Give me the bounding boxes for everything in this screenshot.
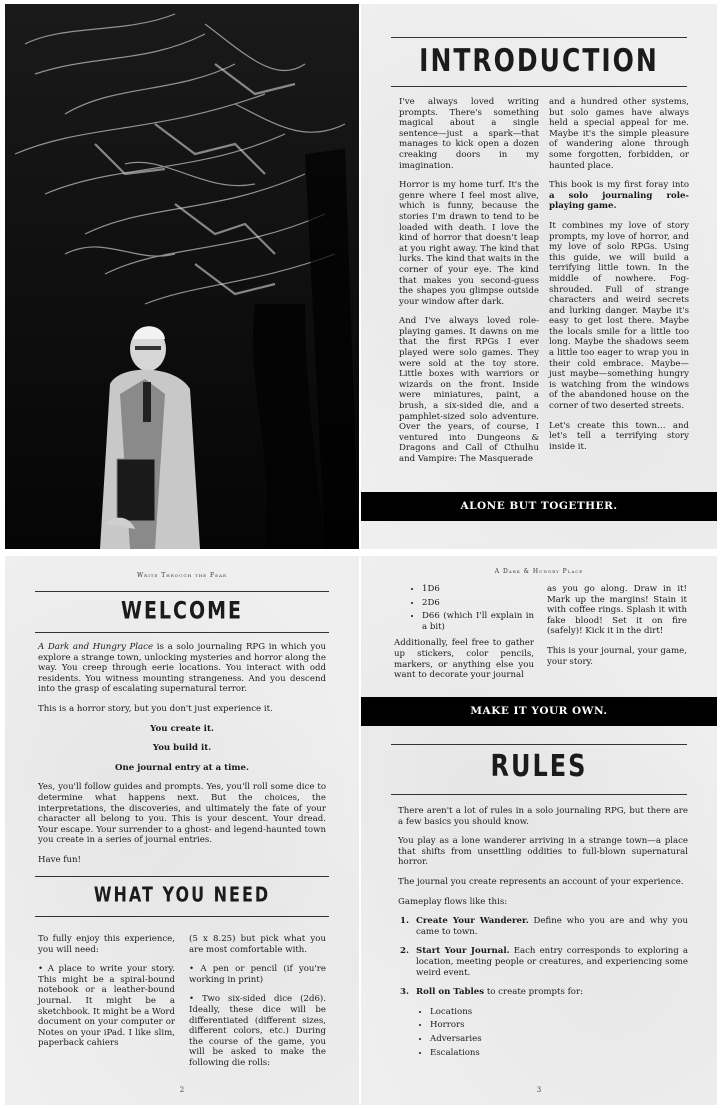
divider (35, 876, 329, 877)
list-item: • Locations (430, 1007, 688, 1018)
tables-list (398, 1007, 688, 1058)
step-text: Each entry corresponds to exploring a location, meeting people or creatures, and experiencing some weird event. (416, 946, 688, 978)
welcome-paragraph (38, 642, 326, 695)
need-item: • A place to write your story. This might be a spiral-bound notebook or a leather-bound journal. It might be a sketchbook. It might be a Word document on your computer or Notes on your iPad. I like slim, paperback cahiers (38, 964, 175, 1049)
text: This book is my first foray into (549, 180, 689, 191)
intro-paragraph: And I've always loved role-playing games. It dawns on me that the first RPGs I ever played were solo games. They were sold at the toy store. Little boxes with warriors or wizards on the front. Inside were miniatures, paint, a brush, a six-sided die, and a pamphlet-sized solo adventure. Over the years, of course, I ventured into Dungeons & Dragons and Call of Cthulhu and Vampire: The Masquerade (399, 316, 539, 464)
divider (391, 794, 687, 795)
page-number: 3 (536, 1086, 542, 1094)
intro-paragraph: It combines my love of story prompts, my love of horror, and my love of solo RPGs. Using this guide, we will build a terrifying little town. In the middle of nowhere. Fog-shrouded. Full of strange characters and weird secrets and lurking danger. Maybe it's easy to get lost there. Maybe the locals smile for a little too long. Maybe the shadows seem a little too eager to wrap you in their cold embrace. Maybe—just maybe—something hungry is watching from the windows of the abandoned house on the corner of two deserted streets. (549, 220, 689, 412)
running-header: A Dark & Hungry Place (494, 568, 584, 575)
welcome-paragraph: This is a horror story, but you don't just experience it. (38, 703, 273, 714)
list-item: • Escalations (430, 1048, 688, 1059)
text: is a solo journaling RPG in which you explore a strange town, unlocking mysteries and horror along the way. You creep through eerie locations. You interact with odd residents. You witness mounting strangeness. And you descend into the grasp of escalating supernatural terror. (38, 642, 326, 695)
intro-column-2 (549, 97, 689, 461)
dice-column (394, 584, 534, 690)
welcome-page (5, 556, 359, 1105)
emphasis: a solo journaling role-playing game. (549, 190, 689, 212)
divider (391, 86, 687, 87)
intro-column-1 (399, 97, 539, 474)
rules-paragraph: The journal you create represents an account of your experience. (398, 876, 684, 887)
step-title: Start Your Journal. (416, 946, 510, 957)
list-item: • 1D6 (422, 584, 534, 595)
welcome-paragraph: Have fun! (38, 854, 81, 865)
rules-paragraph: as you go along. Draw in it! Mark up the margins! Stain it with coffee rings. Splash it with fake blood! Set it on fire (safely)! Kick it in the dirt! (547, 584, 687, 637)
divider (391, 744, 687, 745)
rules-paragraph: You play as a lone wanderer arriving in a strange town—a place that shifts from unsettling oddities to full-blown supernatural horror. (398, 836, 688, 868)
step-text: Define who you are and why you came to town. (416, 916, 688, 937)
banner: ALONE BUT TOGETHER. (361, 492, 717, 521)
rules-page (361, 556, 717, 1105)
rules-paragraph: Additionally, feel free to gather up stickers, color pencils, markers, or anything else you want to decorate your journal (394, 638, 534, 681)
section-title: RULES (490, 748, 588, 784)
list-item: • 2D6 (422, 598, 534, 609)
illustration-page (5, 4, 359, 549)
divider (35, 916, 329, 917)
emphasis-line: You create it. (150, 723, 214, 734)
list-item: • Adversaries (430, 1034, 688, 1045)
step-number: 2. (400, 946, 409, 957)
list-item: • D66 (which I'll explain in a bit) (422, 611, 534, 632)
emphasis-line: You build it. (152, 743, 212, 754)
rules-paragraph: Gameplay flows like this: (398, 896, 508, 907)
list-item (398, 987, 688, 998)
page-number: 2 (179, 1086, 185, 1094)
need-item: • Two six-sided dice (2d6). Ideally, these dice will be differentiated (different sizes, different colors, etc.) During the course of the game, you will be asked to make the following die rolls: (189, 994, 326, 1068)
need-item: • A pen or pencil (if you're working in print) (189, 964, 326, 985)
intro-paragraph: Let's create this town… and let's tell a terrifying story inside it. (549, 420, 689, 452)
divider (35, 632, 329, 633)
intro-paragraph: and a hundred other systems, but solo games have always held a special appeal for me. Maybe it's the simple pleasure of wandering alone through some forgotten, forbidden, or haunted place. (549, 97, 689, 171)
rules-paragraph: This is your journal, your game, your story. (547, 645, 687, 667)
page-title: INTRODUCTION (419, 42, 659, 79)
divider (35, 591, 329, 592)
intro-paragraph: Horror is my home turf. It's the genre where I feel most alive, which is funny, because the stories I'm drawn to tend to be loaded with death. I love the kind of horror that doesn't leap at you right away. The kind that lurks. The kind that waits in the corner of your eye. The kind that makes you second-guess the shapes you glimpse outside your window after dark. (399, 180, 539, 307)
intro-paragraph (549, 180, 689, 212)
step-text: to create prompts for: (484, 987, 583, 998)
gameplay-steps (398, 916, 688, 998)
introduction-page (361, 4, 717, 549)
emphasis-line: One journal entry at a time. (115, 762, 249, 773)
need-paragraph: To fully enjoy this experience, you will need: (38, 934, 175, 955)
rules-body (398, 806, 688, 1062)
need-paragraph: (5 x 8.25) but pick what you are most comfortable with. (189, 934, 326, 955)
running-header: Write Through the Fear (137, 572, 227, 579)
intro-paragraph: I've always loved writing prompts. There's something magical about a single sentence—just a spark—that manages to kick open a dozen creaking doors in my imagination. (399, 97, 539, 171)
need-column-2 (189, 934, 326, 1078)
welcome-body (38, 642, 326, 875)
list-item: • Horrors (430, 1020, 688, 1031)
step-number: 3. (400, 987, 409, 998)
need-column-1 (38, 934, 175, 1058)
dice-list (394, 584, 534, 632)
divider (391, 37, 687, 38)
step-number: 1. (400, 916, 409, 927)
step-title: Create Your Wanderer. (416, 916, 529, 927)
step-title: Roll on Tables (416, 987, 485, 998)
page-title: WELCOME (120, 597, 244, 625)
book-title: A Dark and Hungry Place (38, 642, 154, 652)
banner: MAKE IT YOUR OWN. (361, 697, 717, 726)
welcome-paragraph: Yes, you'll follow guides and prompts. Yes, you'll roll some dice to determine what happens next. But the choices, the interpretations, the discoveries, and ultimately the fate of your character all belong to you. This is your descent. Your dread. Your escape. Your surrender to a ghost- and legend-haunted town you create in a series of journal entries. (38, 782, 326, 846)
ink-illustration (5, 4, 359, 549)
list-item (398, 916, 688, 937)
rules-paragraph: There aren't a lot of rules in a solo journaling RPG, but there are a few basics you should know. (398, 806, 688, 827)
decorate-column (547, 584, 687, 676)
section-title: WHAT YOU NEED (93, 882, 271, 907)
list-item (398, 946, 688, 978)
